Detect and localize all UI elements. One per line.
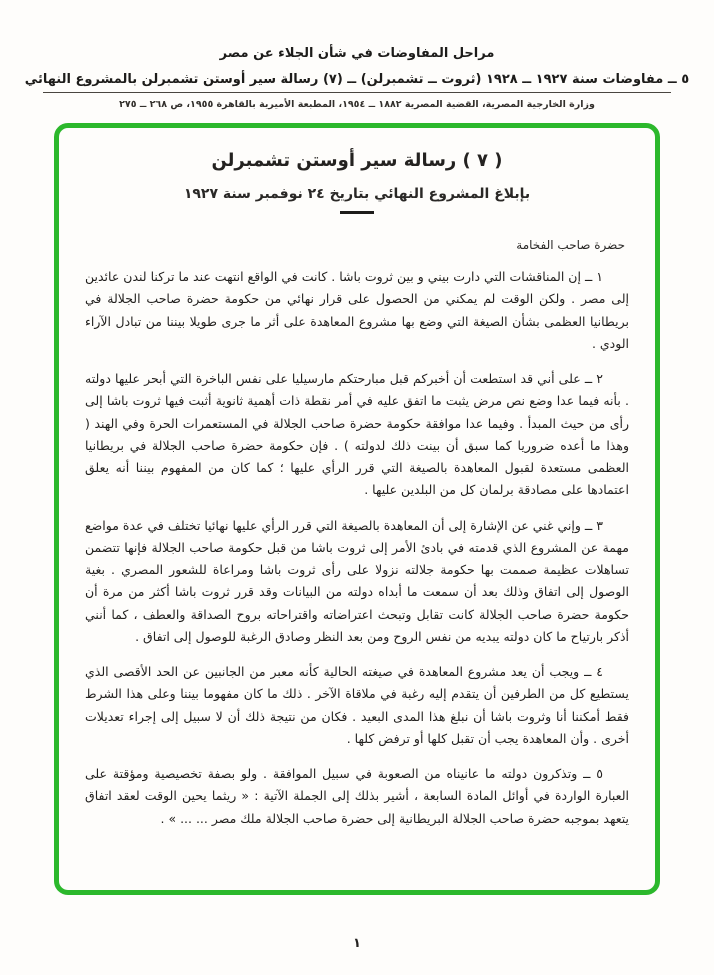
letter-salutation: حضرة صاحب الفخامة (516, 238, 625, 252)
paragraph-3: ٣ ــ وإني غني عن الإشارة إلى أن المعاهدة بالصيغة التي قرر الرأي عليها نهائيا تختلف في عدة مواضع مهمة عن المشروع الذي قدمته في بادئ الأمر إلى ثروت باشا من قبل حكومة صاحب الجلالة فإنها تتضمن تساهلات عظيمة صممت بها حكومة جلالته نزولا على رأى ثروت باشا ومراعاة للشعور المصري . بغية الوصول إلى اتفاق وذلك بعد أن سمعت ما أبداه دولته من البيانات وقد قرر ثروت باشا أكثر من مرة أن حكومة حضرة صاحب الجلالة كانت تقابل وتبحث اعتراضاته واقتراحاته بروح الصداقة والعطف ، كما أنني أذكر بارتياح ما كان دولته يبديه من نفس الروح ومن بعد النظر وصادق الرغبة للوصول إلى اتفاق . (85, 517, 629, 644)
document-title: مراحل المفاوضات في شأن الجلاء عن مصر (219, 46, 495, 61)
header-divider (43, 92, 671, 93)
paragraph-5: ٥ ــ وتذكرون دولته ما عانيناه من الصعوبة في سبيل الموافقة . ولو بصفة تخصيصية ومؤقتة على العبارة الواردة في أوائل المادة السابعة ، أشير بذلك إلى الجملة الآتية : « ريثما يحين الوقت لعقد اتفاق يتعهد بموجبه حضرة صاحب الجلالة البريطانية إلى حضرة صاحب الجلالة ملك مصر ... ... » . (85, 766, 629, 826)
paragraph-1: ١ ــ إن المناقشات التي دارت بيني و بين ثروت باشا . كانت في الواقع انتهت عند ما تركنا لندن عائدين إلى مصر . ولكن الوقت لم يمكني من الحصول على قرار نهائي من حكومة حضرة صاحب الجلالة في بريطانيا العظمى بشأن الصيغة التي وضع بها مشروع المعاهدة على أثر ما جرى طويلا بيننا من تبادل الآراء الودي . (85, 269, 629, 351)
document-header (0, 0, 714, 110)
paragraph-4: ٤ ــ ويجب أن يعد مشروع المعاهدة في صيغته الحالية كأنه معبر من الجانبين عن الحد الأقصى الذي يستطيع كل من الطرفين أن يتقدم إليه رغبة في ملاقاة الآخر . ذلك ما كان مفهوما بيننا وعلى هذا الشرط فقط أمكننا أنا وثروت باشا أن نبلغ هذا المدى البعيد . فكان من نتيجة ذلك أن لا سبيل إلى إجراء تعديلات أخرى . وأن المعاهدة يجب أن تقبل كلها أو ترفض كلها . (85, 664, 629, 746)
paragraph-2: ٢ ــ على أني قد استطعت أن أخبركم قبل مبارحتكم مارسيليا على نفس الباخرة التي أبحر عليها دولته . بأنه فيما عدا وضع نص مرض يثبت ما اتفق عليه في أمر نقطة ذات أهمية ثانوية أثبت فيها ثروت باشا إلى رأى من حيث المبدأ . وفيما عدا موافقة حكومة حضرة صاحب الجلالة في المستعمرات الحرة وفي الهند ( وهذا ما أعده ضروريا كما سبق أن بينت ذلك لدولته ) . فإن حكومة حضرة صاحب الجلالة في بريطانيا العظمى مستعدة لقبول المعاهدة بالصيغة التي قرر الرأي عليها ؛ كما كان من المفهوم بيننا أنه يعلق اعتمادها على مصادقة برلمان كل من البلدين عليها . (85, 371, 629, 498)
subtitle-underline (340, 211, 374, 214)
source-citation: وزارة الخارجية المصرية، القضية المصرية ١٨٨٢ ــ ١٩٥٤، المطبعة الأميرية بالقاهرة ١٩٥٥، ص ٢٦٨ ــ ٢٧٥ (119, 99, 595, 110)
page-number: ١ (353, 936, 361, 951)
document-subtitle: ٥ ــ مفاوضات سنة ١٩٢٧ ــ ١٩٢٨ (ثروت ــ تشمبرلن) ــ (٧) رسالة سير أوستن تشمبرلن بالمشروع النهائي (24, 72, 690, 87)
letter-title: ( ٧ ) رسالة سير أوستن تشمبرلن (211, 150, 503, 171)
highlight-annotation-box (54, 123, 660, 895)
letter-subtitle: بإبلاغ المشروع النهائي بتاريخ ٢٤ نوفمبر سنة ١٩٢٧ (183, 186, 531, 202)
letter-body (85, 266, 629, 830)
